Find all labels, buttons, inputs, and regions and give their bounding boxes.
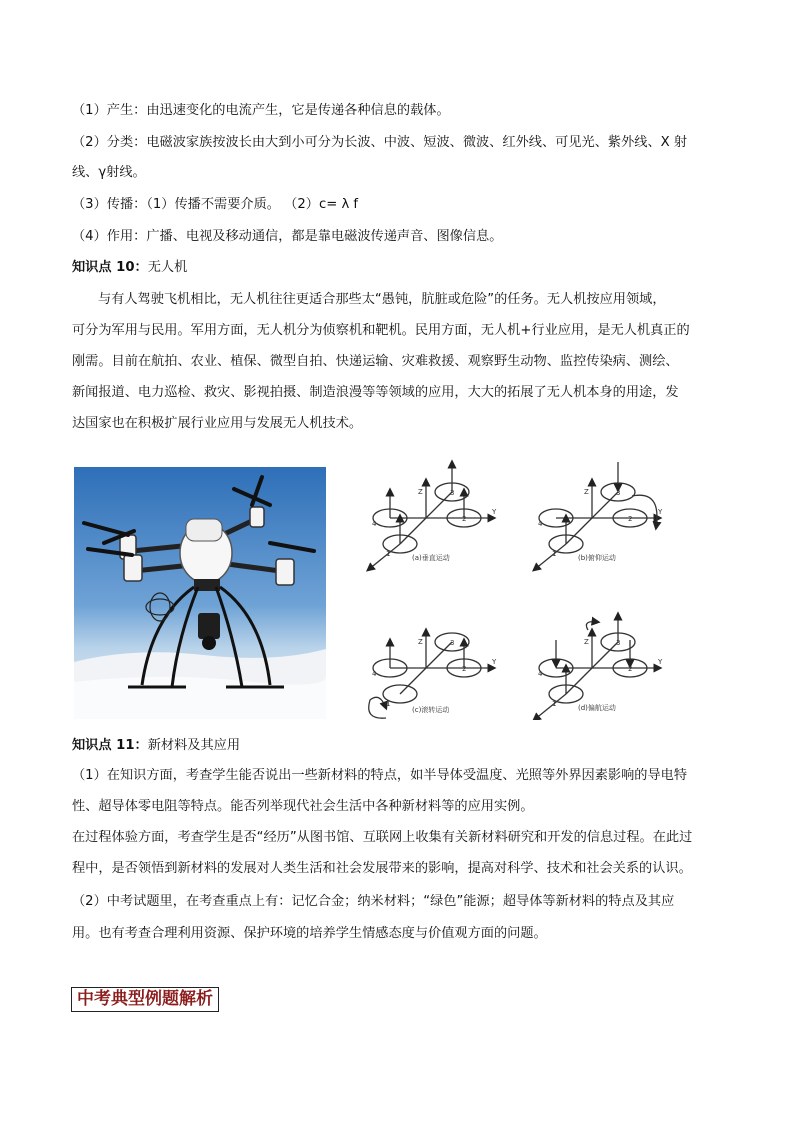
panel-b <box>534 462 663 570</box>
rotor-label: 2 <box>462 665 467 673</box>
kp10-paragraph-line: 与有人驾驶飞机相比，无人机往往更适合那些太“愚钝，肮脏或危险”的任务。无人机按应用领域， <box>98 292 666 307</box>
kp10-paragraph-line: 新闻报道、电力巡检、救灾、影视拍摄、制造浪漫等等领域的应用，大大的拓展了无人机本身的用途，发 <box>72 385 679 400</box>
axis-label: Y <box>658 658 663 666</box>
quadrotor-motion-diagram <box>346 450 680 720</box>
rotor-label: 4 <box>372 670 377 678</box>
drone-photo <box>74 467 326 719</box>
panel-caption: (d)偏航运动 <box>578 704 616 712</box>
kp11-title: 新材料及其应用 <box>147 738 241 753</box>
kp11-paragraph-line: 性、超导体零电阻等特点。能否列举现代社会生活中各种新材料等的应用实例。 <box>72 799 534 814</box>
kp11-paragraph-line: 用。也有考查合理利用资源、保护环境的培养学生情感态度与价值观方面的问题。 <box>72 926 547 941</box>
axis-label: Z <box>584 488 589 496</box>
axis-label: Z <box>584 638 589 646</box>
em-wave-production: （1）产生：由迅速变化的电流产生，它是传递各种信息的载体。 <box>72 103 450 118</box>
rotor-label: 3 <box>450 639 455 647</box>
axis-label: Z <box>418 638 423 646</box>
rotor-label: 1 <box>552 700 557 708</box>
axis-label: Y <box>658 508 663 516</box>
kp10-paragraph-line: 达国家也在积极扩展行业应用与发展无人机技术。 <box>72 416 363 431</box>
kp11-heading <box>72 737 240 755</box>
rotor-label: 4 <box>538 670 543 678</box>
panel-c <box>369 630 497 718</box>
kp10-paragraph-line: 刚需。目前在航拍、农业、植保、微型自拍、快递运输、灾难救援、观察野生动物、监控传染病、测绘、 <box>72 354 679 369</box>
em-wave-usage: （4）作用：广播、电视及移动通信，都是靠电磁波传递声音、图像信息。 <box>72 229 503 244</box>
panel-a <box>368 462 497 570</box>
kp11-paragraph-line: （2）中考试题里，在考查重点上有：记忆合金；纳米材料；“绿色”能源；超导体等新材料的特点及其应 <box>72 894 675 909</box>
kp11-label: 知识点 11： <box>72 738 148 753</box>
em-wave-propagation: （3）传播：（1）传播不需要介质。 （2）c= λ f <box>72 197 359 212</box>
section-banner: 中考典型例题解析 <box>71 987 219 1012</box>
rotor-label: 4 <box>538 520 543 528</box>
axis-label: Y <box>492 508 497 516</box>
rotor-label: 2 <box>628 665 633 673</box>
panel-caption: (b)俯仰运动 <box>578 554 616 562</box>
panel-d <box>534 614 663 720</box>
em-wave-classification: （2）分类：电磁波家族按波长由大到小可分为长波、中波、短波、微波、红外线、可见光、紫外线、X 射 <box>72 135 688 150</box>
rotor-label: 3 <box>616 489 621 497</box>
kp11-paragraph-line: 程中，是否领悟到新材料的发展对人类生活和社会发展带来的影响，提高对科学、技术和社会关系的认识。 <box>72 861 692 876</box>
kp10-heading <box>72 259 187 277</box>
em-wave-classification-cont: 线、γ射线。 <box>72 165 146 180</box>
kp10-title: 无人机 <box>147 260 188 275</box>
rotor-label: 1 <box>386 550 391 558</box>
rotor-label: 3 <box>616 639 621 647</box>
axis-label: Z <box>418 488 423 496</box>
rotor-label: 4 <box>372 520 377 528</box>
rotor-label: 2 <box>462 515 467 523</box>
rotor-label: 3 <box>450 489 455 497</box>
panel-caption: (a)垂直运动 <box>412 554 450 562</box>
kp11-paragraph-line: 在过程体验方面，考查学生是否“经历”从图书馆、互联网上收集有关新材料研究和开发的信息过程。在此过 <box>72 830 693 845</box>
kp10-paragraph-line: 可分为军用与民用。军用方面，无人机分为侦察机和靶机。民用方面，无人机+行业应用，是无人机真正的 <box>72 323 690 338</box>
kp10-label: 知识点 10： <box>72 260 148 275</box>
axis-label: Y <box>492 658 497 666</box>
rotor-label: 1 <box>386 700 391 708</box>
rotor-label: 2 <box>628 515 633 523</box>
kp11-paragraph-line: （1）在知识方面，考查学生能否说出一些新材料的特点，如半导体受温度、光照等外界因素影响的导电特 <box>72 768 688 783</box>
panel-caption: (c)滚转运动 <box>412 706 450 714</box>
rotor-label: 1 <box>552 550 557 558</box>
